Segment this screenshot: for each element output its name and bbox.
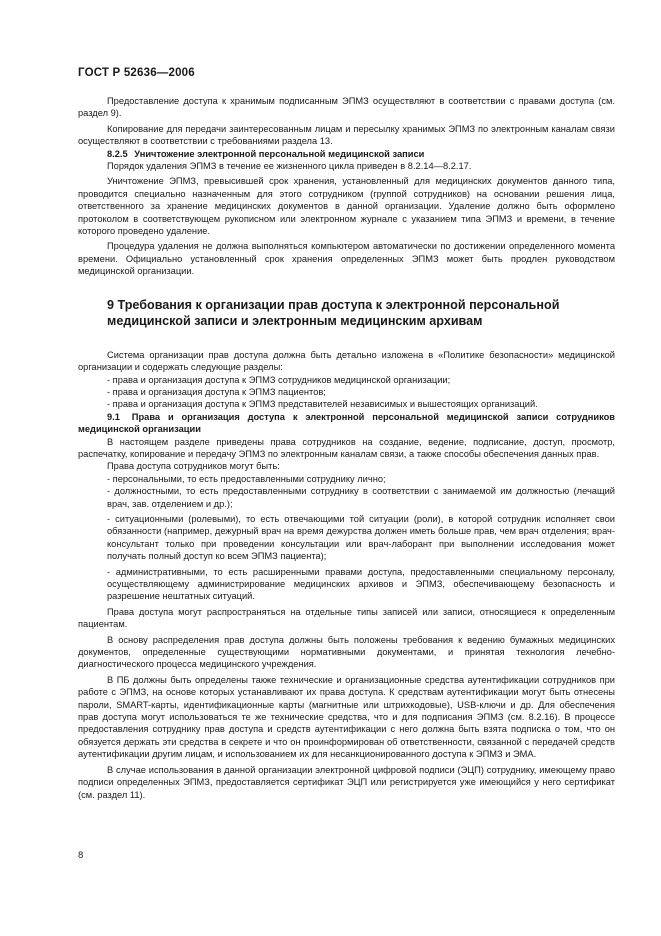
document-header: ГОСТ Р 52636—2006 (78, 67, 195, 79)
section-title: Требования к организации прав доступа к электронной персональной медицинской записи и электронным медицинским архивам (107, 297, 560, 328)
section-9-heading (78, 297, 615, 329)
paragraph-order: Порядок удаления ЭПМЗ в течение ее жизненного цикла приведен в 8.2.14—8.2.17. (107, 161, 472, 172)
paragraph-extend: Права доступа могут распространяться на отдельные типы записей или записи, относящиеся к определенным пациентам. (78, 606, 615, 630)
bullet-item: - административными, то есть расширенными правами доступа, предоставленными специальному персоналу, осуществляющему администрирование медицинских архивов и ЭПМЗ, обеспечивающему безопасность и разрешение нештатных ситуаций. (107, 566, 615, 602)
page-number: 8 (78, 850, 84, 861)
paragraph-pb: В ПБ должны быть определены также технические и организационные средства аутентификации сотрудников при работе с ЭПМЗ, на основе которых устанавливают их права доступа. К средствам аутентификации могут быть отнесены пароли, SMART-карты, идентификационные карты (магнитные или штрихкодовые), USB-ключи и др. Для обеспечения прав доступа могут использоваться те же технические средства, что и для подписания ЭПМЗ (см. 8.2.16). В процессе предоставления сотруднику прав доступа и средств аутентификации с него должна быть взята подписка о том, что он обязуется держать эти средства в секрете и что он проинформирован об ответственности, связанной с передачей средств аутентификации другим лицам, и использованием их для несанкционированного доступа к ЭПМЗ и ЭМА. (78, 674, 615, 760)
paragraph-copy: Копирование для передачи заинтересованным лицам и пересылку хранимых ЭПМЗ по электронным каналам связи осуществляют в соответствии с требованиями раздела 13. (78, 123, 615, 147)
subsection-number: 8.2.5 (107, 148, 128, 159)
bullet-item: - права и организация доступа к ЭПМЗ представителей независимых и вышестоящих организаций. (107, 399, 538, 410)
subsection-8-2-5-heading (78, 148, 615, 160)
subsection-number: 9.1 (107, 411, 120, 422)
paragraph-basis: В основу распределения прав доступа должны быть положены требования к ведению бумажных медицинских документов, определенные существующими нормативными документами, и принятая технология лечебно-диагностического процесса медицинского учреждения. (78, 634, 615, 670)
paragraph-access-stored: Предоставление доступа к хранимым подписанным ЭПМЗ осуществляют в соответствии с правами доступа (см. раздел 9). (78, 96, 615, 119)
section-number: 9 (107, 297, 115, 312)
paragraph-system: Система организации прав доступа должна быть детально изложена в «Политике безопасности» медицинской организации и содержать следующие разделы: (78, 349, 615, 373)
bullet-item: - персональными, то есть предоставленными сотруднику лично; (107, 473, 386, 484)
subsection-9-1-heading (78, 411, 615, 436)
bullet-item: - ситуационными (ролевыми), то есть отвечающими той ситуации (роли), в которой сотрудник исполняет свои обязанности (например, дежурный врач на время дежурства должен иметь больше прав, чем врач отделения; врач-консультант только при проведении консультации или врач-лаборант при выполнении исследования может получать полный доступ ко всем ЭПМЗ пациента); (107, 513, 615, 562)
paragraph-procedure: Процедура удаления не должна выполняться компьютером автоматически по достижении определенного момента времени. Официально установленный срок хранения определенных ЭПМЗ может быть продлен руководством медицинской организации. (78, 241, 615, 277)
paragraph-destroy: Уничтожение ЭПМЗ, превысившей срок хранения, установленный для медицинских документов данного типа, проводится специально назначенным для этого сотрудником (группой сотрудников) на основании решения лица, ответственного за хранение медицинских документов в данной организации. Удаление должно быть оформлено протоколом в соответствующем рукописном или электронном журнале с указанием типа ЭПМЗ и времени, в течение которого проведено удаление. (78, 176, 615, 237)
subsection-title: Права и организация доступа к электронной персональной медицинской записи сотрудников медицинской организации (78, 411, 615, 435)
paragraph-can-be: Права доступа сотрудников могут быть: (107, 461, 280, 472)
paragraph-rights-list: В настоящем разделе приведены права сотрудников на создание, ведение, подписание, доступ, просмотр, распечатку, копирование и передачу ЭПМЗ по электронным каналам связи, а также способы обеспечения данных прав. (78, 436, 615, 459)
paragraph-ecp: В случае использования в данной организации электронной цифровой подписи (ЭЦП) сотруднику, имеющему право подписи определенных ЭПМЗ, предоставляется сертификат ЭЦП или регистрируется уже имеющийся у него сертификат (см. раздел 11). (78, 764, 615, 800)
bullet-item: - права и организация доступа к ЭПМЗ сотрудников медицинской организации; (107, 374, 451, 385)
document-body (78, 95, 615, 801)
bullet-item: - должностными, то есть предоставленными сотруднику в соответствии с занимаемой им должностью (лечащий врач, зав. отделением и др.); (107, 486, 615, 509)
bullet-item: - права и организация доступа к ЭПМЗ пациентов; (107, 386, 326, 397)
subsection-title: Уничтожение электронной персональной медицинской записи (134, 148, 425, 159)
